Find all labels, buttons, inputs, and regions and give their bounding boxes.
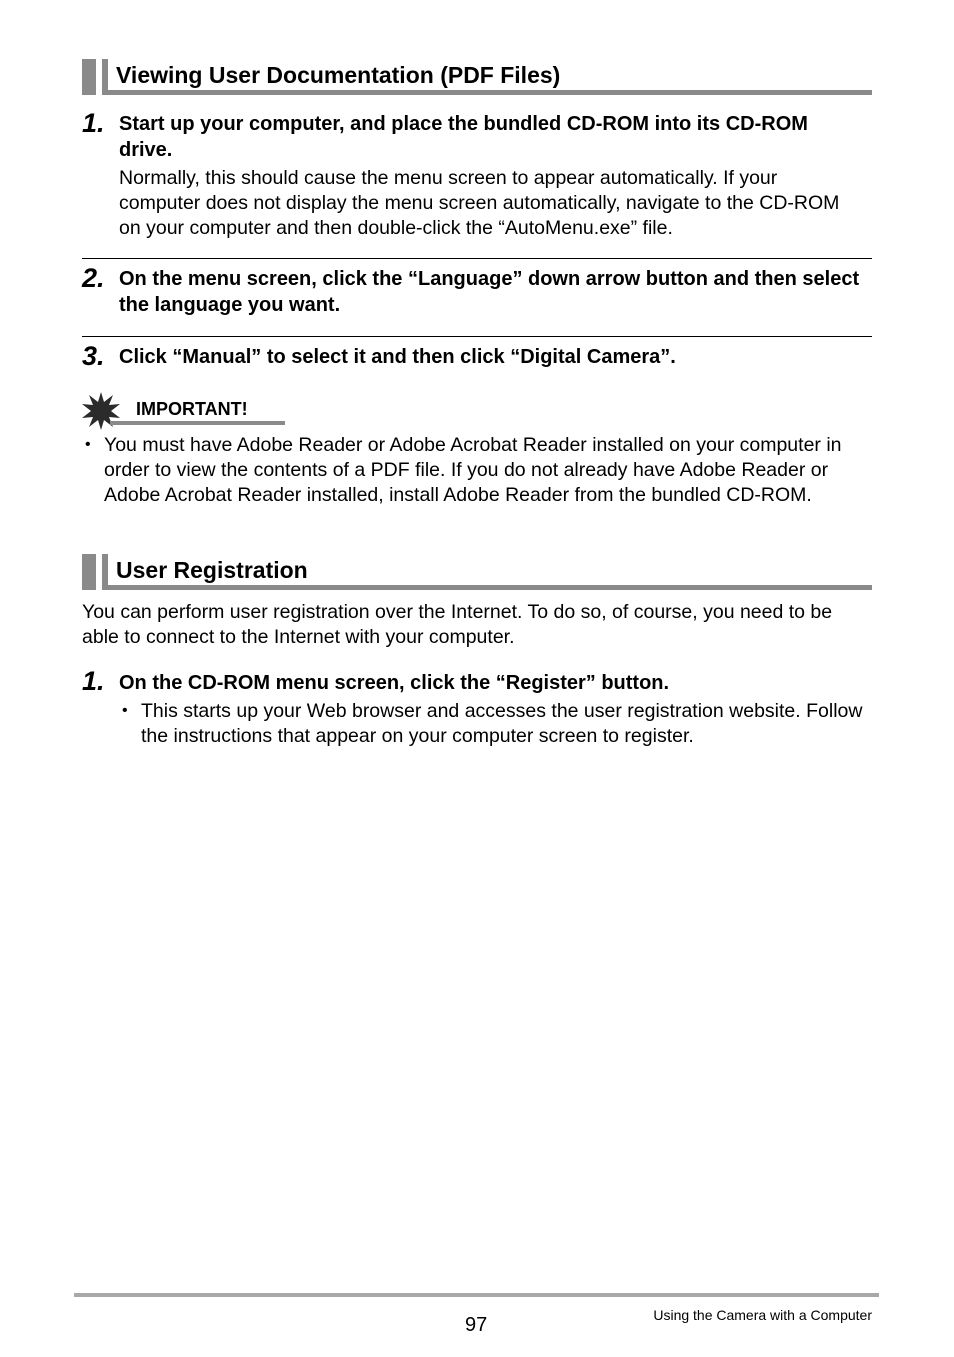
footer-chapter: Using the Camera with a Computer [653, 1307, 872, 1323]
bullet: • [122, 702, 128, 719]
section-heading-pdf [82, 59, 872, 95]
step-divider [82, 258, 872, 259]
heading-bar [82, 554, 96, 590]
step-number: 1. [82, 666, 105, 696]
important-rule [110, 421, 285, 425]
important-text: You must have Adobe Reader or Adobe Acrobat Reader installed on your computer in order to view the contents of a PDF file. If you do not already have Adobe Reader or Adobe Acrobat Reader installed, install Adobe Reader from the bundled CD-ROM. [104, 434, 842, 506]
step-number: 3. [82, 341, 105, 371]
section-title: User Registration [116, 557, 308, 583]
important-label: IMPORTANT! [136, 399, 248, 419]
section-heading-registration [82, 554, 872, 590]
section-title: Viewing User Documentation (PDF Files) [116, 62, 561, 88]
bullet: • [85, 436, 91, 453]
step-detail: Normally, this should cause the menu screen to appear automatically. If your computer does not display the menu screen automatically, navigate to the CD-ROM on your computer and then double-click the “AutoMenu.exe” file. [119, 167, 840, 239]
step-instruction: On the CD-ROM menu screen, click the “Register” button. [119, 672, 670, 694]
page-number: 97 [465, 1314, 488, 1336]
step-instruction: Start up your computer, and place the bundled CD-ROM into its CD-ROM drive. [119, 113, 808, 161]
step-number: 1. [82, 108, 105, 138]
heading-bar [82, 59, 96, 95]
step-instruction: Click “Manual” to select it and then click “Digital Camera”. [119, 346, 676, 368]
section-intro: You can perform user registration over the Internet. To do so, of course, you need to be able to connect to the Internet with your computer. [82, 601, 833, 648]
heading-rule [108, 90, 872, 95]
step-detail: This starts up your Web browser and accesses the user registration website. Follow the instructions that appear on your computer screen to register. [141, 700, 863, 747]
step-divider [82, 336, 872, 337]
step-instruction: On the menu screen, click the “Language” down arrow button and then select the language you want. [119, 268, 860, 316]
heading-rule [108, 585, 872, 590]
step-number: 2. [82, 263, 105, 293]
footer-rule [74, 1293, 879, 1297]
